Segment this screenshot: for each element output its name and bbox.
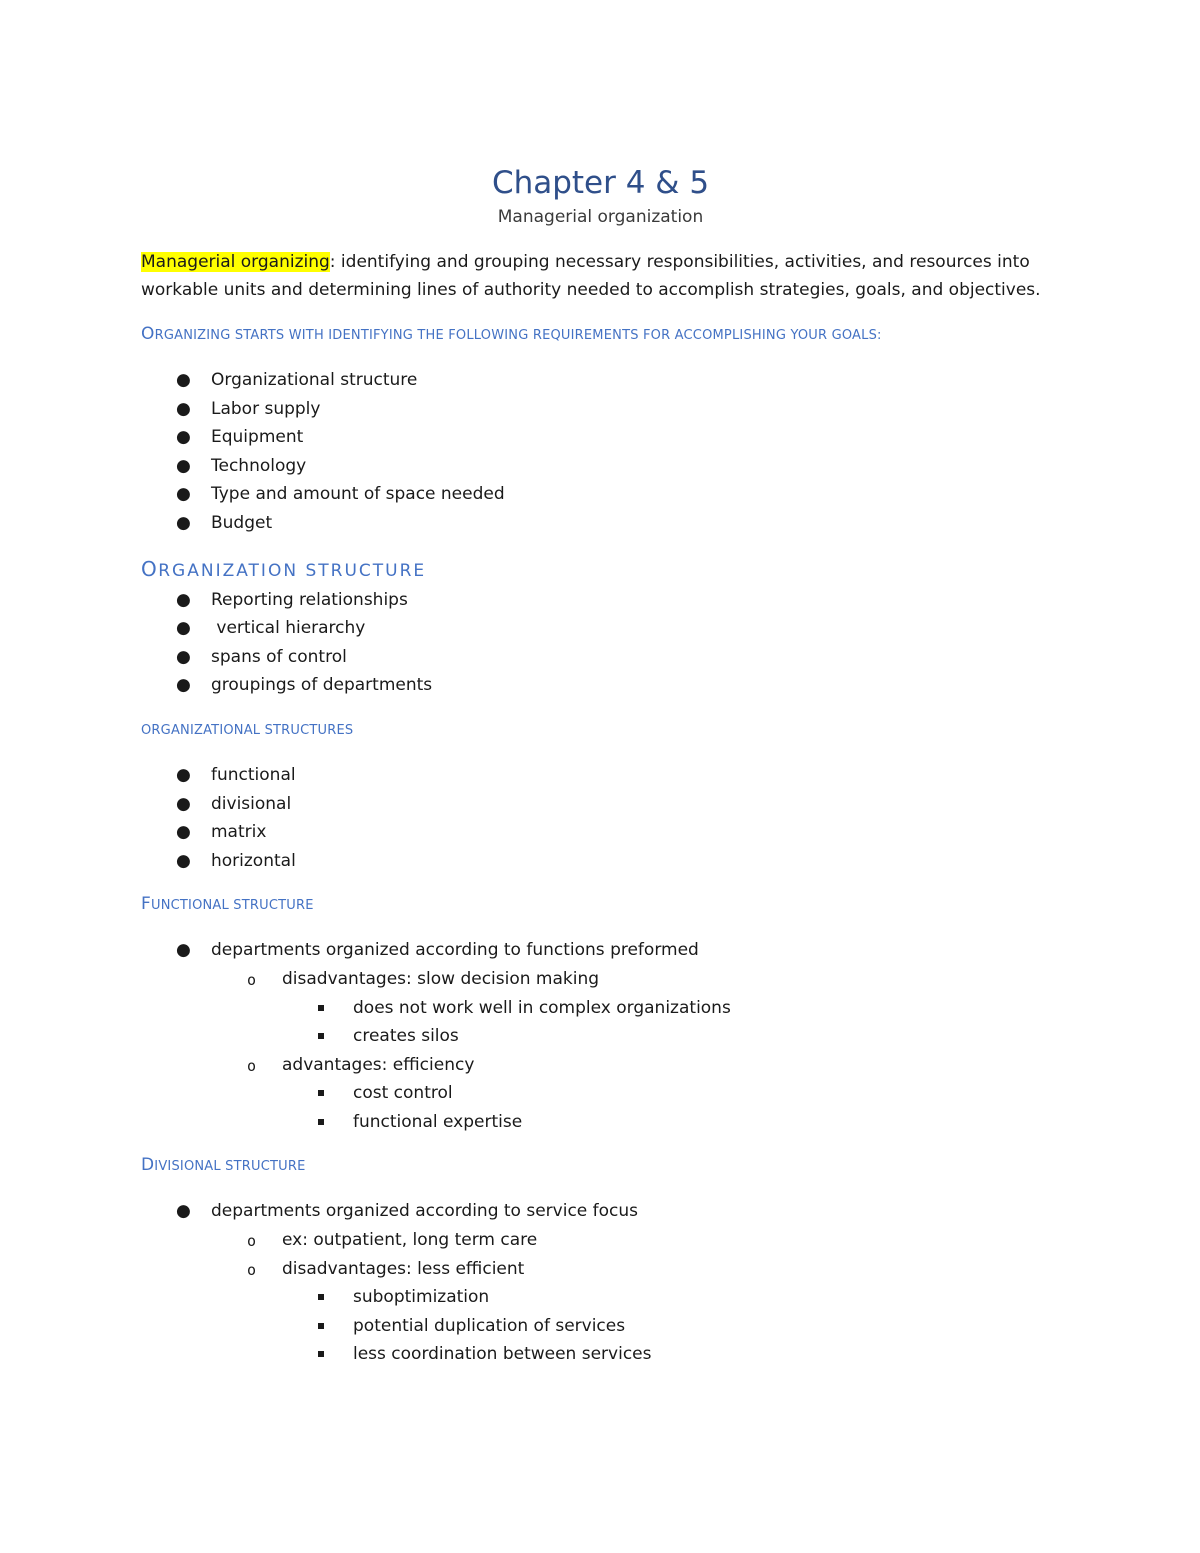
organizational-structures-heading: ORGANIZATIONAL STRUCTURES	[141, 722, 354, 738]
bullet-icon: ●	[176, 618, 191, 639]
sub-list-item: o advantages: efficiency cost control functional expertise	[211, 1051, 1060, 1137]
sub-list-item: o ex: outpatient, long term care	[211, 1226, 1060, 1255]
definition-text: : identifying and grouping necessary responsibilities, activities, and resources into workable units and determining lines of authority needed to accomplish strategies, goals, and objectives.	[141, 252, 1041, 300]
bullet-icon: ●	[176, 398, 191, 419]
list-item: ● Labor supply	[141, 395, 1060, 424]
bullet-icon: ●	[176, 589, 191, 610]
sub-sub-list	[282, 1079, 1060, 1136]
square-bullet-icon	[318, 1323, 324, 1329]
list-item: ● horizontal	[141, 847, 1060, 876]
bullet-icon: ●	[176, 484, 191, 505]
organizational-structures-list	[141, 761, 1060, 875]
bullet-icon: ●	[176, 675, 191, 696]
list-item: ● departments organized according to service focus o ex: outpatient, long term care o disadvantages: less efficient suboptimization potential duplication of services less coordination between services	[141, 1197, 1060, 1369]
bullet-icon: ●	[176, 370, 191, 390]
requirements-list	[141, 366, 1060, 538]
sub-list-item: o disadvantages: slow decision making does not work well in complex organizations creates silos	[211, 965, 1060, 1051]
list-item: ● Type and amount of space needed	[141, 480, 1060, 509]
square-bullet-icon	[318, 1294, 324, 1300]
list-item: ● divisional	[141, 790, 1060, 819]
organization-structure-heading: ORGANIZATION STRUCTURE	[141, 556, 427, 581]
list-item: ● functional	[141, 761, 1060, 790]
list-item: ● groupings of departments	[141, 671, 1060, 700]
list-item: ● matrix	[141, 818, 1060, 847]
list-item: ● departments organized according to functions preformed o disadvantages: slow decision making does not work well in complex organizations creates silos o advantages: efficiency cost control functional expertise	[141, 936, 1060, 1136]
bullet-icon: ●	[176, 427, 191, 448]
list-item: ● Equipment	[141, 423, 1060, 452]
list-item: ● Technology	[141, 452, 1060, 481]
sub-sub-list-item: suboptimization	[282, 1283, 1060, 1312]
sub-list-item: o disadvantages: less efficient suboptimization potential duplication of services less coordination between services	[211, 1255, 1060, 1369]
sub-list	[211, 965, 1060, 1137]
sub-sub-list-item: does not work well in complex organizations	[282, 994, 1060, 1023]
square-bullet-icon	[318, 1005, 324, 1011]
bullet-icon: ●	[176, 764, 191, 785]
bullet-icon: ●	[176, 850, 191, 871]
functional-structure-list	[141, 936, 1060, 1136]
divisional-structure-heading: DIVISIONAL STRUCTURE	[141, 1155, 306, 1176]
circle-bullet-icon: o	[247, 1232, 257, 1251]
list-item: ● vertical hierarchy	[141, 614, 1060, 643]
circle-bullet-icon: o	[247, 970, 257, 989]
bullet-icon: ●	[176, 646, 191, 667]
bullet-icon: ●	[176, 793, 191, 814]
definition-paragraph	[141, 248, 1060, 304]
sub-sub-list-item: less coordination between services	[282, 1340, 1060, 1369]
circle-bullet-icon: o	[247, 1260, 257, 1279]
bullet-icon: ●	[176, 1201, 191, 1222]
list-item: ● spans of control	[141, 643, 1060, 672]
square-bullet-icon	[318, 1090, 324, 1096]
sub-sub-list-item: potential duplication of services	[282, 1312, 1060, 1341]
bullet-icon: ●	[176, 940, 191, 961]
page-subtitle: Managerial organization	[497, 207, 704, 227]
requirements-heading: ORGANIZING STARTS WITH IDENTIFYING THE FOLLOWING REQUIREMENTS FOR ACCOMPLISHING YOUR GOALS:	[141, 324, 882, 344]
square-bullet-icon	[318, 1119, 324, 1125]
list-item: ● Budget	[141, 509, 1060, 538]
page-title: Chapter 4 & 5	[491, 165, 710, 201]
sub-sub-list-item: functional expertise	[282, 1108, 1060, 1137]
divisional-structure-list	[141, 1197, 1060, 1369]
sub-sub-list-item: cost control	[282, 1079, 1060, 1108]
list-item: ● Organizational structure	[141, 366, 1060, 395]
functional-structure-heading: FUNCTIONAL STRUCTURE	[141, 894, 314, 915]
bullet-icon: ●	[176, 455, 191, 476]
sub-sub-list	[282, 994, 1060, 1051]
bullet-icon: ●	[176, 822, 191, 843]
highlighted-term: Managerial organizing	[141, 252, 330, 272]
circle-bullet-icon: o	[247, 1056, 257, 1075]
sub-sub-list-item: creates silos	[282, 1022, 1060, 1051]
sub-list	[211, 1226, 1060, 1369]
square-bullet-icon	[318, 1351, 324, 1357]
organization-structure-list	[141, 586, 1060, 700]
sub-sub-list	[282, 1283, 1060, 1369]
bullet-icon: ●	[176, 512, 191, 533]
square-bullet-icon	[318, 1033, 324, 1039]
list-item: ● Reporting relationships	[141, 586, 1060, 615]
